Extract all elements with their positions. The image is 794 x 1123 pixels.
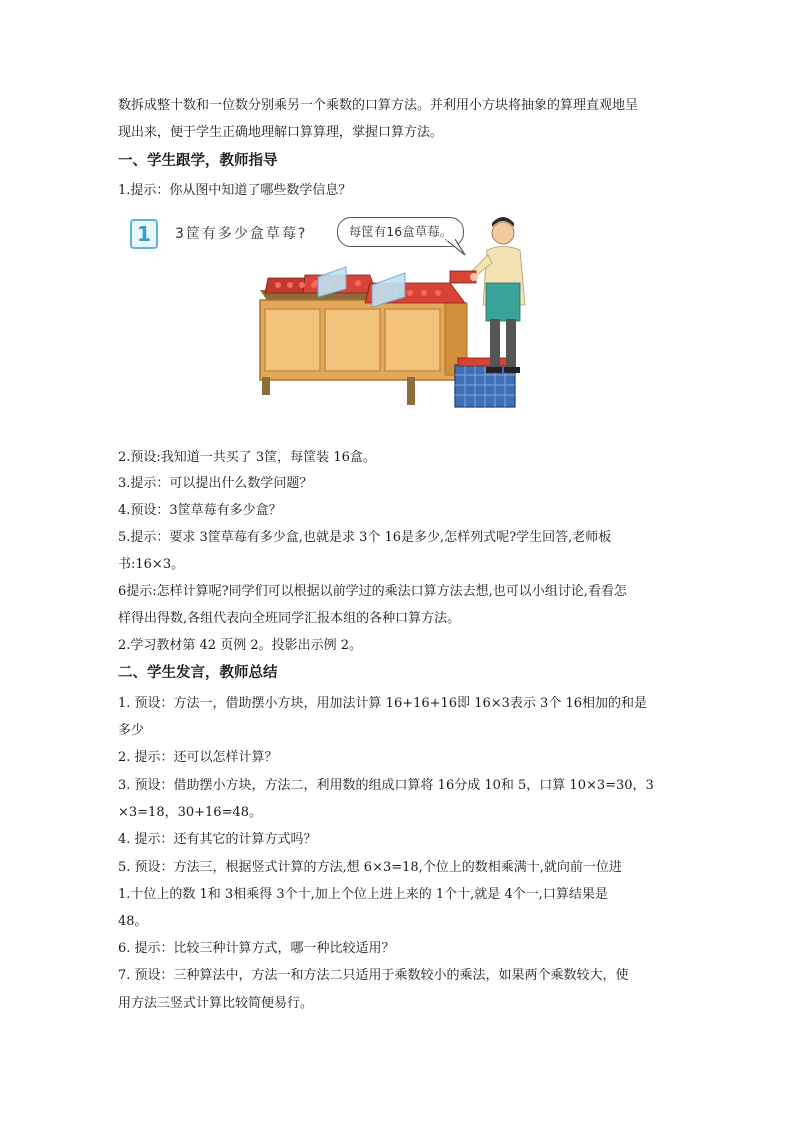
paragraph-line: 1. 预设：方法一，借助摆小方块，用加法计算 16+16+16即 16×3表示 3个 16相加的和是 <box>118 696 647 711</box>
paragraph-line: 4.预设：3筐草莓有多少盒？ <box>118 503 282 518</box>
paragraph-line: 2.预设:我知道一共买了 3筐，每筐装 16盒。 <box>118 450 376 465</box>
textbook-figure <box>120 205 540 420</box>
example-question: 3筐有多少盒草莓? <box>175 226 308 242</box>
paragraph-line: 5. 预设：方法三，根据竖式计算的方法,想 6×3=18,个位上的数相乘满十,就向前一位进 <box>118 860 622 875</box>
paragraph-line: ×3=18，30+16=48。 <box>118 805 263 820</box>
paragraph-line: 用方法三竖式计算比较简便易行。 <box>118 996 314 1011</box>
intro-line-1: 数拆成整十数和一位数分别乘另一个乘数的口算方法。并利用小方块将抽象的算理直观地呈 <box>118 98 639 113</box>
paragraph-line: 2.学习教材第 42 页例 2。投影出示例 2。 <box>118 638 363 653</box>
paragraph-line: 多少 <box>118 723 145 738</box>
paragraph-line: 3.提示：可以提出什么数学问题？ <box>118 476 313 491</box>
paragraph-line: 3. 预设：借助摆小方块，方法二，利用数的组成口算将 16分成 10和 5，口算 10×3=30，3 <box>118 778 654 793</box>
prompt-1: 1.提示：你从图中知道了哪些数学信息？ <box>118 183 352 198</box>
paragraph-line: 2. 提示：还可以怎样计算？ <box>118 750 278 765</box>
paragraph-line: 5.提示：要求 3筐草莓有多少盒,也就是求 3个 16是多少,怎样列式呢?学生回答,老师板 <box>118 530 612 545</box>
section-heading-1: 一、学生跟学，教师指导 <box>118 153 278 169</box>
paragraph-line: 书:16×3。 <box>118 557 185 572</box>
paragraph-line: 6提示:怎样计算呢?同学们可以根据以前学过的乘法口算方法去想,也可以小组讨论,看看怎 <box>118 584 627 599</box>
section-heading-2: 二、学生发言，教师总结 <box>118 665 278 681</box>
paragraph-line: 样得出得数,各组代表向全班同学汇报本组的各种口算方法。 <box>118 611 461 626</box>
intro-line-2: 现出来，便于学生正确地理解口算算理，掌握口算方法。 <box>118 125 444 140</box>
speech-bubble: 每筐有16盒草莓。 <box>337 217 464 247</box>
paragraph-line: 7. 预设：三种算法中，方法一和方法二只适用于乘数较小的乘法，如果两个乘数较大，使 <box>118 968 629 983</box>
paragraph-line: 1.十位上的数 1和 3相乘得 3个十,加上个位上进上来的 1个十,就是 4个一,口算结果是 <box>118 887 608 902</box>
speech-bubble-tail <box>445 239 469 259</box>
paragraph-line: 6. 提示：比较三种计算方式，哪一种比较适用？ <box>118 941 395 956</box>
paragraph-line: 48。 <box>118 914 148 929</box>
paragraph-line: 4. 提示：还有其它的计算方式吗？ <box>118 832 317 847</box>
example-number-badge: 1 <box>130 219 158 249</box>
